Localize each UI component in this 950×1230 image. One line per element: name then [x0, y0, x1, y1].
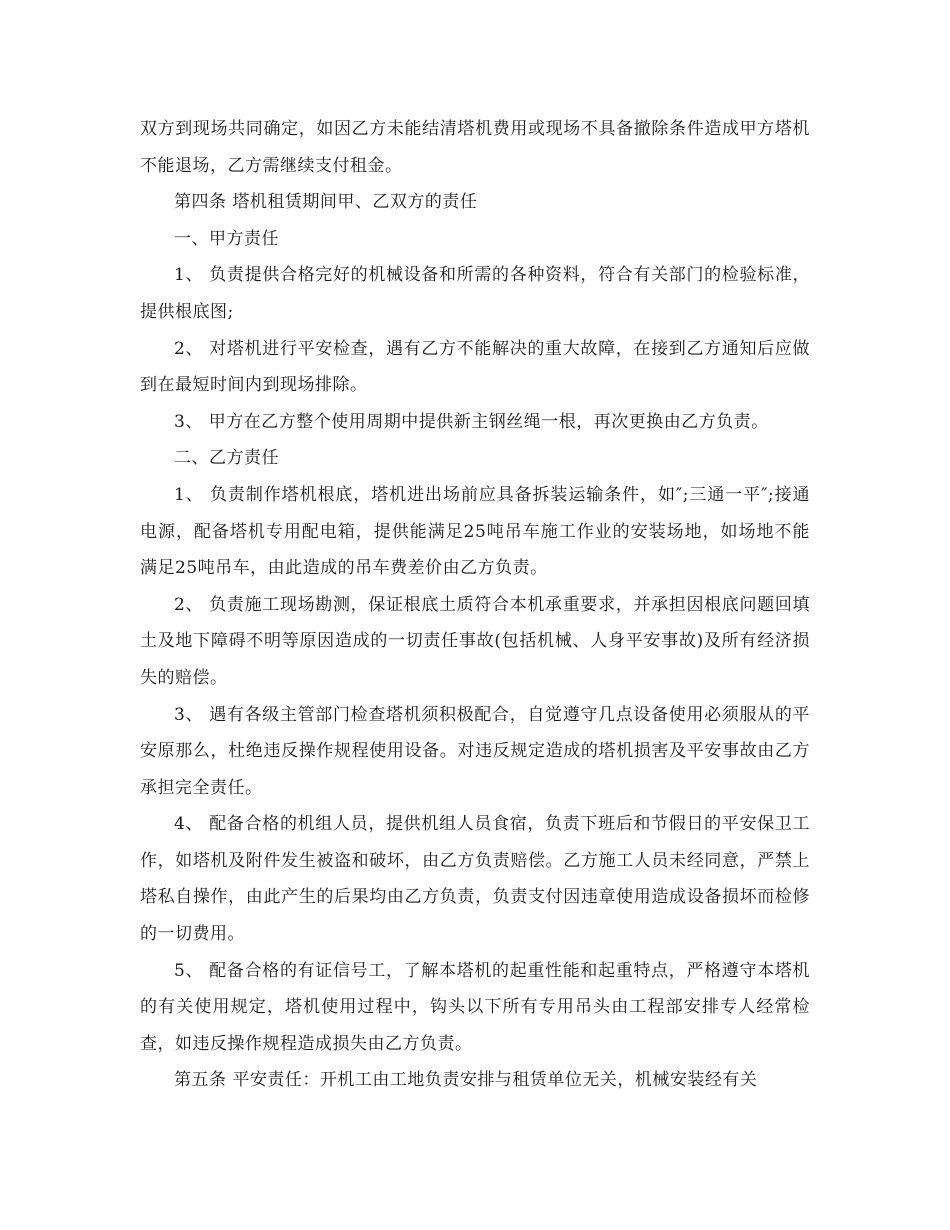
- party-a-item-3: 3、 甲方在乙方整个使用周期中提供新主钢丝绳一根，再次更换由乙方负责。: [174, 411, 769, 432]
- party-b-item-1: 1、 负责制作塔机根底，塔机进出场前应具备拆装运输条件，如″;三通一平″;接通电源，配备塔机专用配电箱，提供能满足25吨吊车施工作业的安装场地，如场地不能满足25吨吊车，由此造成的吊车费差价由乙方负责。: [140, 484, 810, 579]
- party-a-item-2: 2、 对塔机进行平安检查，遇有乙方不能解决的重大故障，在接到乙方通知后应做到在最短时间内到现场排除。: [140, 338, 810, 396]
- party-a-item-1: 1、 负责提供合格完好的机械设备和所需的各种资料，符合有关部门的检验标准，提供根底图;: [140, 265, 810, 322]
- party-b-item-3: 3、 遇有各级主管部门检查塔机须积极配合，自觉遵守几点设备使用必须服从的平安原那么，杜绝违反操作规程使用设备。对违反规定造成的塔机损害及平安事故由乙方承担完全责任。: [140, 704, 810, 798]
- party-a-heading: 一、甲方责任: [174, 228, 279, 249]
- party-b-item-5: 5、 配备合格的有证信号工，了解本塔机的起重性能和起重特点，严格遵守本塔机的有关使用规定，塔机使用过程中，钩头以下所有专用吊头由工程部安排专人经常检查，如违反操作规程造成损失由乙方负责。: [140, 960, 810, 1054]
- article-4-heading: 第四条 塔机租赁期间甲、乙双方的责任: [174, 192, 478, 213]
- party-b-item-2: 2、 负责施工现场勘测，保证根底土质符合本机承重要求，并承担因根底问题回填土及地下障碍不明等原因造成的一切责任事故(包括机械、人身平安事故)及所有经济损失的赔偿。: [140, 594, 810, 688]
- party-b-heading: 二、乙方责任: [174, 448, 279, 469]
- document-body: [140, 111, 810, 1099]
- party-b-item-4: 4、 配备合格的机组人员，提供机组人员食宿，负责下班后和节假日的平安保卫工作，如塔机及附件发生被盗和破坏，由乙方负责赔偿。乙方施工人员未经同意，严禁上塔私自操作，由此产生的后果均由乙方负责，负责支付因违章使用造成设备损坏而检修的一切费用。: [140, 814, 810, 945]
- article-5-paragraph: 第五条 平安责任：开机工由工地负责安排与租赁单位无关，机械安装经有关: [174, 1070, 758, 1091]
- paragraph-continuation: 双方到现场共同确定，如因乙方未能结清塔机费用或现场不具备撤除条件造成甲方塔机不能退场，乙方需继续支付租金。: [140, 119, 810, 176]
